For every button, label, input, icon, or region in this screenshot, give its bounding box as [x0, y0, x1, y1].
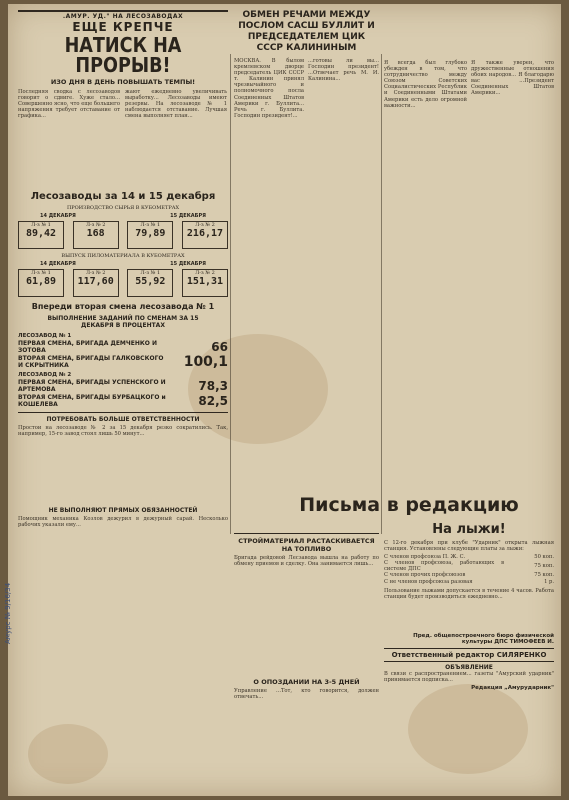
signoff: Пред. общепостроечного бюро физической культуры ДПС ТИМОФЕЕВ И. — [413, 632, 554, 645]
wood-label: ВЫПУСК ПИЛОМАТЕРИАЛА В КУБОМЕТРАХ — [61, 253, 185, 259]
stat-box: Л-з № 2 168 — [73, 221, 119, 249]
lead-banner: Впереди вторая смена лесозавода № 1 — [31, 302, 215, 311]
section-rubric: .АМУР. УД." НА ЛЕСОЗАВОДАХ — [18, 10, 228, 20]
stat-box: Л-з № 2 151,31 — [182, 269, 228, 297]
main-headline: НАТИСК НА ПРОРЫВ! — [64, 33, 182, 77]
stat-box: Л-з № 1 55,92 — [127, 269, 173, 297]
wood-boxes — [18, 269, 228, 297]
stat-box: Л-з № 1 89,42 — [18, 221, 64, 249]
table-title: Лесозаводы за 14 и 15 декабря — [30, 191, 216, 202]
price-row: С членов профсоюза, работающих в системе ДПС 75 коп. — [384, 560, 554, 573]
article-headline: О ОПОЗДАНИИ НА 3-5 ДНЕЙ — [253, 678, 360, 686]
article-headline: ПОТРЕБОВАТЬ БОЛЬШЕ ОТВЕТСТВЕННОСТИ — [46, 416, 200, 423]
date-label: 15 ДЕКАБРЯ — [170, 213, 206, 219]
stat-box: Л-з № 1 79,89 — [127, 221, 173, 249]
raw-boxes — [18, 221, 228, 249]
column-divider — [381, 54, 382, 534]
letters-banner: Письма в редакцию — [299, 494, 519, 516]
date-label: 15 ДЕКАБРЯ — [170, 261, 206, 267]
article-text: Помощник механика Козлов дежурил в дежурный сарай. Несколько рабочих указали ему... — [18, 516, 228, 529]
stat-box: Л-з № 1 61,89 — [18, 269, 64, 297]
newspaper-page — [4, 4, 561, 796]
shift-row: ПЕРВАЯ СМЕНА, БРИГАДА ДЕМЧЕНКО И ЗОТОВА 66 — [18, 340, 228, 354]
column-divider — [230, 54, 231, 534]
article-text: Простои на лесозаводе № 2 за 15 декабря резко сократились. Так, например, 15-го завод стоял лишь 50 минут... — [18, 425, 228, 438]
stat-box: Л-з № 2 117,60 — [73, 269, 119, 297]
middle-column — [234, 4, 379, 796]
raw-label: ПРОИЗВОДСТВО СЫРЬЯ В КУБОМЕТРАХ — [66, 205, 180, 211]
shift-row: ВТОРАЯ СМЕНА, БРИГАДЫ БУРБАЦКОГО и КОШЕЛЕВА 82,5 — [18, 394, 228, 408]
editor-line: Ответственный редактор СИЛЯРЕНКО — [391, 650, 547, 659]
left-column — [18, 4, 228, 796]
kicker-headline: ЕЩЕ КРЕПЧЕ — [72, 20, 174, 34]
handwritten-archive-note: Амурс № 9/16/34 — [4, 582, 12, 644]
article-text: МОСКВА. В былом кремлевском дворце председатель ЦИК СССР т. Калинин принял чрезвычайного и полномочного посла Соединенных Штатов Америки г. Буллита... Речь г. Буллита. Господин президент!... — [234, 58, 304, 119]
plant-label: ЛЕСОЗАВОД № 2 — [18, 372, 72, 378]
stat-box: Л-з № 2 216,17 — [182, 221, 228, 249]
plant-label: ЛЕСОЗАВОД № 1 — [18, 333, 72, 339]
price-row: С членов профсоюза П. Ж. С. 50 коп. — [384, 554, 554, 561]
shift-row: ПЕРВАЯ СМЕНА, БРИГАДЫ УСПЕНСКОГО И АРТЕМОВА 78,3 — [18, 379, 228, 393]
date-label: 14 ДЕКАБРЯ — [40, 213, 76, 219]
shift-row: ВТОРАЯ СМЕНА, БРИГАДЫ ГАЛКОВСКОГО И СКРЫТНИКА 100,1 — [18, 354, 228, 370]
article-text: жают ежедневно увеличивать выработку... Лесозаводы имеют резервы. На лесозаводе № 1 наблюдается отставание. Лучшая смена выполняет план... — [125, 89, 227, 120]
article-text: Управление ...Тот, кто говорится, должен отвечать... — [234, 688, 379, 701]
notice-text: В связи с распространением... газеты "Амурский ударник" принимается подписка... — [384, 670, 554, 683]
date-label: 14 ДЕКАБРЯ — [40, 261, 76, 267]
article-headline: НЕ ВЫПОЛНЯЮТ ПРЯМЫХ ОБЯЗАННОСТЕЙ — [48, 507, 198, 514]
article-text: Пользование лыжами допускается в течение 4 часов. Работа станции будет производиться ежедневно... — [384, 587, 554, 600]
article-text: ...готовы ли вы... Господин президент! ...Отвечает речь М. И. Калинина... — [308, 58, 379, 83]
price-row: С не членов профсоюза разовая 1 р. — [384, 578, 554, 585]
article-headline: СТРОЙМАТЕРИАЛ РАСТАСКИВАЕТСЯ НА ТОПЛИВО — [238, 537, 375, 553]
article-text: Бригада рейдовой Лесзавода вышла на работу по обмену приемов и сделку. Она занимается лишь... — [234, 555, 379, 568]
article-text: Последняя сводка с лесозаводов говорит о сдвиге. Хуже стало... Совершенно ясно, что еще большего напряжения требует отставание от графика... — [18, 89, 120, 120]
subhead: ИЗО ДНЯ В ДЕНЬ ПОВЫШАТЬ ТЕМПЫ! — [50, 78, 196, 86]
price-row: С членов прочих профсоюзов 75 коп. — [384, 572, 554, 579]
percent-title: ВЫПОЛНЕНИЕ ЗАДАНИЙ ПО СМЕНАМ ЗА 15 ДЕКАБРЯ В ПРОЦЕНТАХ — [47, 315, 199, 329]
article-text: Я всегда был глубоко убежден в том, что сотрудничество между Союзом Советских Социалистических Республик и Соединенными Штатами Америки есть дело огромной важности... — [384, 60, 467, 109]
notice-heading: ОБЪЯВЛЕНИЕ — [445, 663, 493, 671]
article-text: С 12-го декабря при клубе "Ударник" открыта лыжная станция. Установлены следующие платы за лыжи: — [384, 540, 554, 553]
footer-sign: Редакция „Амурударник" — [471, 684, 554, 691]
diplomatic-headline: ОБМЕН РЕЧАМИ МЕЖДУ ПОСЛОМ САСШ БУЛЛИТ И ПРЕДСЕДАТЕЛЕМ ЦИК СССР КАЛИНИНЫМ — [238, 10, 375, 53]
ski-title: На лыжи! — [432, 522, 506, 537]
article-text: Я также уверен, что дружественные отношения обоих народов... Я благодарю вас ...Президент Соединенных Штатов Америки... — [471, 60, 554, 97]
